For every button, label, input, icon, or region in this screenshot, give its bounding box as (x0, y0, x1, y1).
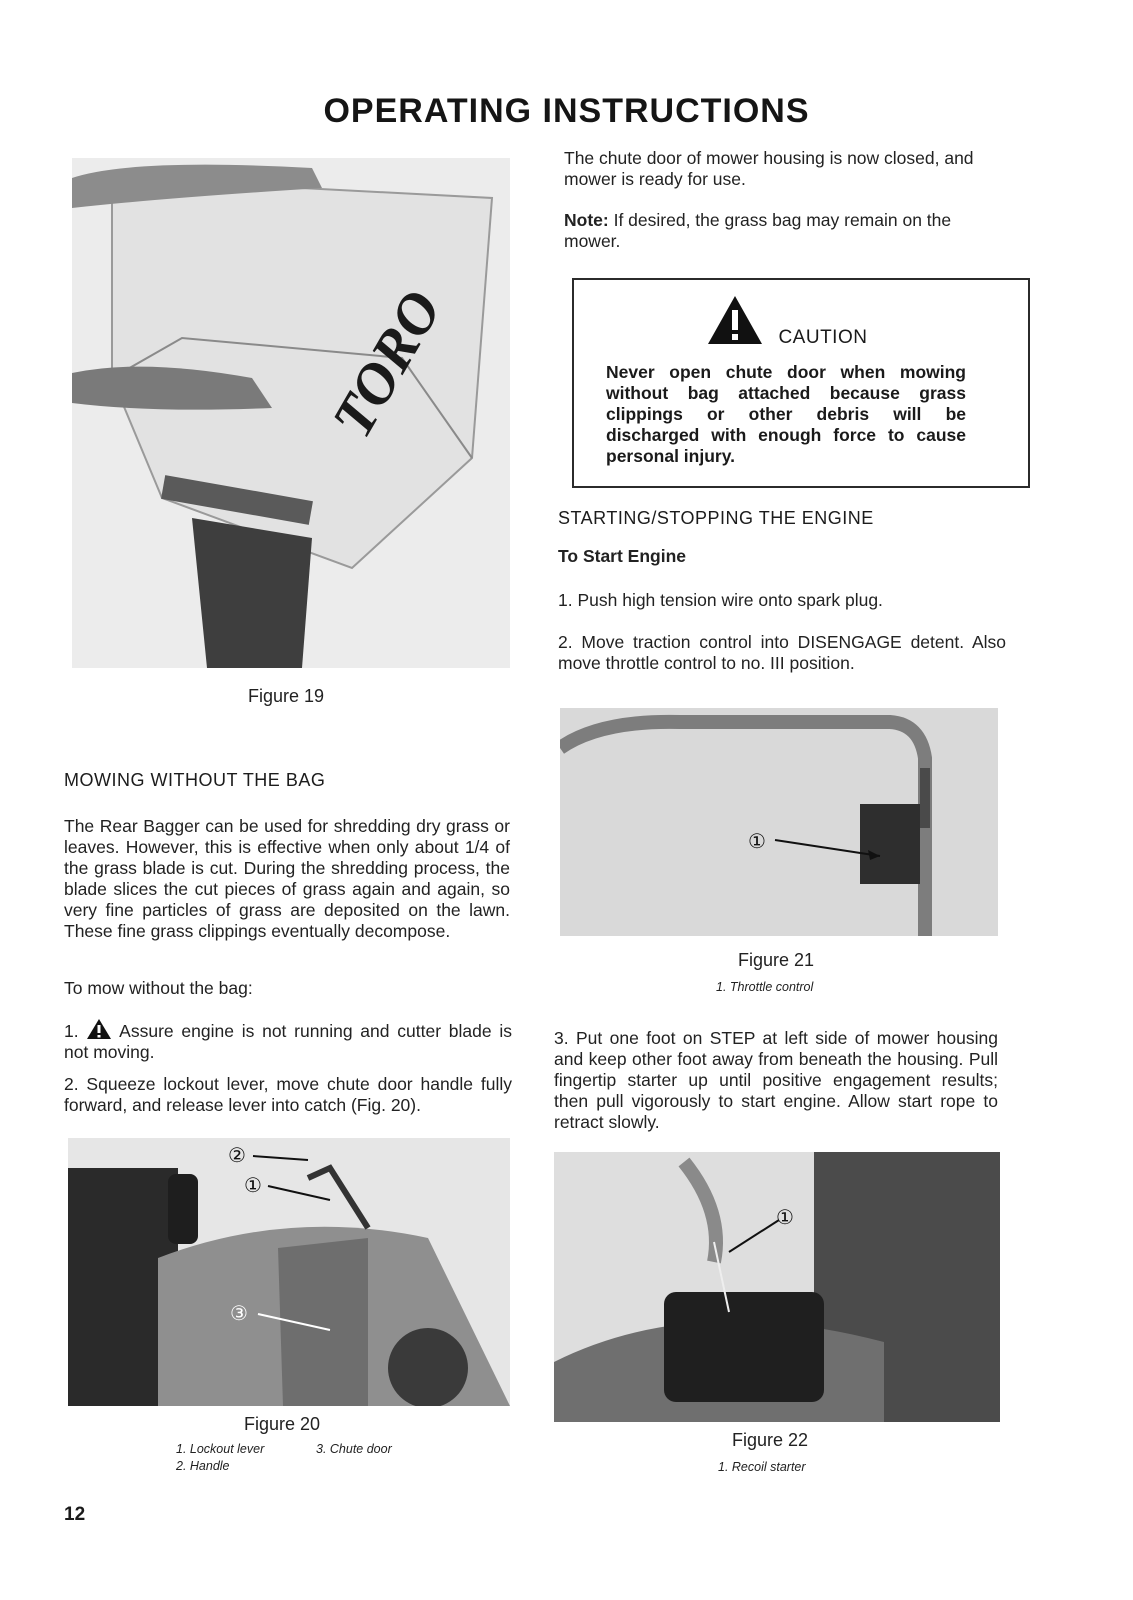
toro-logo: TORO (319, 279, 455, 448)
figure-20-photo (68, 1138, 510, 1406)
page-title: OPERATING INSTRUCTIONS (323, 92, 810, 130)
figure-22-legend-item: 1. Recoil starter (718, 1460, 806, 1474)
figure-22-photo (554, 1152, 1000, 1422)
grass-bag-illustration (72, 158, 510, 668)
intro-paragraph: The chute door of mower housing is now closed, and mower is ready for use. (564, 148, 974, 189)
throttle-control-illustration (560, 708, 998, 936)
figure-20-legend-item: 2. Handle (176, 1459, 230, 1473)
caution-title: CAUTION (778, 327, 868, 348)
note-label: Note: (564, 210, 609, 230)
page-number: 12 (64, 1504, 86, 1525)
mowing-without-bag-heading: MOWING WITHOUT THE BAG (64, 770, 326, 790)
start-step-3: 3. Put one foot on STEP at left side of mower housing and keep other foot away from beneath the housing. Pull fingertip starter up until positive engagement results; then pull vigorously to start engine. Allow start rope to retract slowly. (554, 1028, 998, 1132)
callout-1: ① (776, 1205, 794, 1229)
note-paragraph (564, 210, 1012, 252)
figure-21-photo (560, 708, 998, 936)
recoil-starter-illustration (554, 1152, 1000, 1422)
figure-19-photo (72, 158, 510, 668)
to-mow-paragraph: To mow without the bag: (64, 978, 253, 998)
note-text: If desired, the grass bag may remain on the mower. (564, 210, 952, 251)
caution-box (572, 278, 1030, 488)
mowing-paragraph: The Rear Bagger can be used for shredding dry grass or leaves. However, this is effective when only about 1/4 of the grass blade is cut. During the shredding process, the blade slices the cut pieces of grass again and again, so very fine particles of grass are deposited on the lawn. These fine grass clippings eventually decompose. (64, 816, 510, 941)
callout-1: ① (748, 829, 766, 853)
start-step-1: 1. Push high tension wire onto spark plug. (558, 590, 883, 610)
figure-20-legend-item: 3. Chute door (316, 1442, 392, 1456)
mow-step-1-text: Assure engine is not running and cutter blade is not moving. (64, 1021, 512, 1062)
starting-stopping-heading: STARTING/STOPPING THE ENGINE (558, 508, 874, 528)
callout-2: ② (228, 1143, 246, 1167)
figure-21-caption: Figure 21 (738, 950, 815, 970)
caution-header (706, 294, 867, 349)
warning-triangle-icon (706, 294, 764, 346)
mow-step-1 (64, 1018, 512, 1063)
mow-step-1-number: 1. (64, 1021, 79, 1041)
chute-door-illustration (68, 1138, 510, 1406)
callout-1: ① (244, 1173, 262, 1197)
mow-step-2: 2. Squeeze lockout lever, move chute door handle fully forward, and release lever into catch (Fig. 20). (64, 1074, 512, 1115)
figure-21-legend-item: 1. Throttle control (716, 980, 814, 994)
to-start-engine-subheading: To Start Engine (558, 546, 687, 566)
start-step-2: 2. Move traction control into DISENGAGE detent. Also move throttle control to no. III position. (558, 632, 1006, 673)
warning-triangle-icon (86, 1018, 112, 1040)
figure-19-caption: Figure 19 (248, 686, 325, 706)
figure-20-legend-item: 1. Lockout lever (176, 1442, 265, 1456)
callout-3: ③ (230, 1301, 248, 1325)
caution-text: Never open chute door when mowing without bag attached because grass clippings or other debris will be discharged with enough force to cause personal injury. (606, 362, 966, 466)
figure-20-caption: Figure 20 (244, 1414, 321, 1434)
figure-22-caption: Figure 22 (732, 1430, 809, 1450)
